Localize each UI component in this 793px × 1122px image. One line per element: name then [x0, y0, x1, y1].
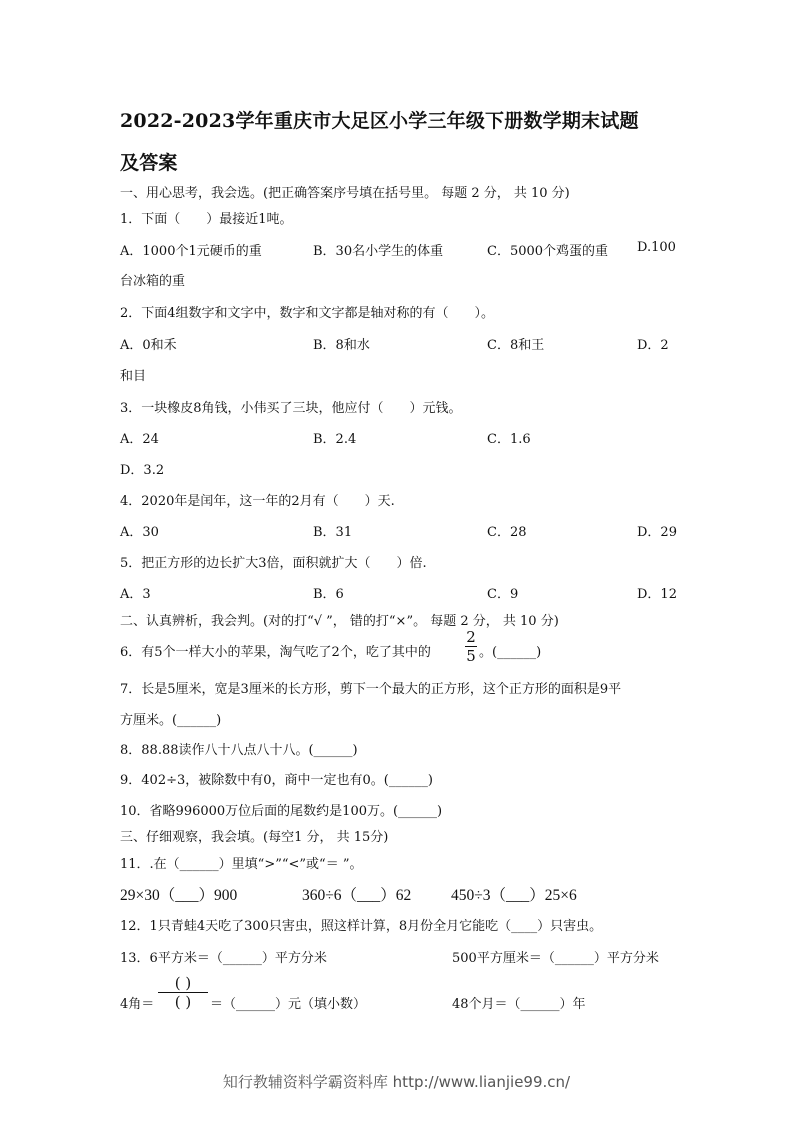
exam-title-line-2: 及答案	[120, 152, 178, 174]
question-13-item-2: 500平方厘米＝（______）平方分米	[452, 951, 659, 966]
question-13-item-3-prefix: 4角＝	[120, 997, 155, 1012]
question-5-stem: 5．把正方形的边长扩大3倍，面积就扩大（ ）倍.	[120, 556, 427, 571]
question-6-answer-blank: 。(______)	[479, 645, 542, 660]
question-3-stem: 3．一块橡皮8角钱，小伟买了三块，他应付（ ）元钱。	[120, 401, 462, 416]
question-4-option-a: A．30	[120, 525, 159, 540]
question-5-option-b: B．6	[313, 587, 344, 602]
question-11-expression-1: 29×30（___）900	[120, 887, 238, 904]
question-11-stem: 11．.在（______）里填“>”“<”或“＝ ”。	[120, 857, 363, 872]
question-2-option-c: C．8和王	[487, 338, 545, 353]
section-1-heading: 一、用心思考，我会选。(把正确答案序号填在括号里。 每题 2 分， 共 10 分)	[120, 186, 570, 201]
question-2-option-d-continued: 和目	[120, 369, 147, 384]
question-2-stem: 2．下面4组数字和文字中，数字和文字都是轴对称的有（ ）。	[120, 306, 495, 321]
question-3-option-a: A．24	[120, 432, 159, 447]
question-2-option-d: D．2	[637, 338, 669, 353]
question-9: 9．402÷3，被除数中有0，商中一定也有0。(______)	[120, 773, 433, 788]
section-3-heading: 三、仔细观察，我会填。(每空1 分， 共 15分)	[120, 830, 389, 845]
question-4-option-c: C．28	[487, 525, 527, 540]
question-5-option-d: D．12	[637, 587, 677, 602]
question-3-option-d: D．3.2	[120, 463, 165, 478]
question-12: 12．1只青蛙4天吃了300只害虫，照这样计算，8月份全月它能吃（____）只害虫。	[120, 919, 603, 934]
question-1-option-a: A．1000个1元硬币的重	[120, 244, 262, 259]
question-8: 8．88.88读作八十八点八十八。(______)	[120, 743, 358, 758]
question-13-item-1: 13．6平方米＝（______）平方分米	[120, 951, 327, 966]
question-13-fraction-numerator: ( )	[174, 974, 192, 992]
question-6-fraction-denominator: 5	[466, 647, 476, 665]
question-2-option-b: B．8和水	[313, 338, 370, 353]
question-4-option-d: D．29	[637, 525, 677, 540]
question-1-option-c: C．5000个鸡蛋的重	[487, 244, 609, 259]
section-2-heading: 二、认真辨析，我会判。(对的打“√ ”， 错的打“×”。 每题 2 分， 共 10 分)	[120, 614, 559, 629]
question-6-fraction-numerator: 2	[466, 628, 476, 646]
question-13-fraction	[158, 974, 208, 1011]
question-11-expression-2: 360÷6（___）62	[302, 887, 412, 904]
footer-watermark: 知行教辅资料学霸资料库 http://www.lianjie99.cn/	[222, 1073, 571, 1091]
question-13-fraction-denominator: ( )	[174, 993, 192, 1011]
question-13-item-3-suffix: ＝（______）元（填小数）	[210, 997, 367, 1012]
exam-title-line-1: 2022-2023学年重庆市大足区小学三年级下册数学期末试题	[120, 110, 639, 132]
question-11-expression-3: 450÷3（___）25×6	[451, 887, 577, 904]
question-1-option-d: D.100	[637, 240, 676, 255]
question-1-stem: 1．下面（ ）最接近1吨。	[120, 212, 293, 227]
question-7-line-2: 方厘米。(______)	[120, 713, 222, 728]
question-1-option-d-continued: 台冰箱的重	[120, 274, 186, 289]
question-5-option-a: A．3	[120, 587, 151, 602]
question-7-line-1: 7．长是5厘米，宽是3厘米的长方形，剪下一个最大的正方形，这个正方形的面积是9平	[120, 682, 622, 697]
question-13-item-4: 48个月＝（______）年	[452, 997, 586, 1012]
question-1-option-b: B．30名小学生的体重	[313, 244, 444, 259]
question-5-option-c: C．9	[487, 587, 519, 602]
question-6-text: 6．有5个一样大小的苹果，淘气吃了2个，吃了其中的	[120, 645, 431, 660]
question-10: 10．省略996000万位后面的尾数约是100万。(______)	[120, 804, 443, 819]
question-6-fraction	[465, 628, 477, 665]
question-4-stem: 4．2020年是闰年，这一年的2月有（ ）天.	[120, 494, 395, 509]
question-3-option-b: B．2.4	[313, 432, 357, 447]
question-2-option-a: A．0和禾	[120, 338, 177, 353]
question-4-option-b: B．31	[313, 525, 353, 540]
question-3-option-c: C．1.6	[487, 432, 531, 447]
